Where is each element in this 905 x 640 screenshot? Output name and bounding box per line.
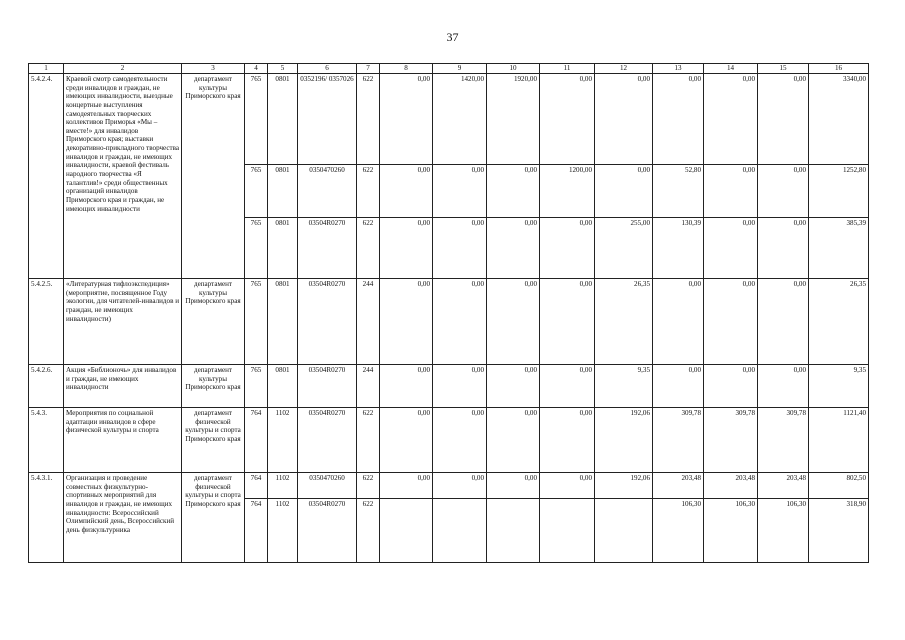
amount-col-13: 0,00 <box>653 279 704 365</box>
amount-col-8: 0,00 <box>380 279 433 365</box>
table-row <box>29 279 869 365</box>
grbs-code: 765 <box>245 218 268 279</box>
amount-col-10: 0,00 <box>487 365 540 408</box>
amount-col-15: 0,00 <box>758 218 809 279</box>
amount-col-13: 106,30 <box>653 499 704 563</box>
amount-col-9: 0,00 <box>433 279 487 365</box>
amount-total: 9,35 <box>809 365 869 408</box>
amount-col-11: 0,00 <box>540 408 595 473</box>
amount-col-12: 0,00 <box>595 74 653 165</box>
amount-col-11 <box>540 499 595 563</box>
amount-col-14: 0,00 <box>704 365 758 408</box>
amount-total: 1252,80 <box>809 165 869 218</box>
target-article: 03504R0270 <box>298 279 357 365</box>
amount-col-9: 0,00 <box>433 408 487 473</box>
item-index: 5.4.2.5. <box>29 279 64 365</box>
section-code: 0801 <box>268 365 298 408</box>
item-index: 5.4.3. <box>29 408 64 473</box>
expense-type: 622 <box>357 74 380 165</box>
activity-name: Акция «Библионочь» для инвалидов и граждан, не имеющих инвалидности <box>64 365 182 408</box>
amount-col-13: 130,39 <box>653 218 704 279</box>
amount-total: 3340,00 <box>809 74 869 165</box>
amount-col-8: 0,00 <box>380 165 433 218</box>
target-article: 03504R0270 <box>298 365 357 408</box>
amount-col-14: 0,00 <box>704 218 758 279</box>
grbs-code: 765 <box>245 279 268 365</box>
amount-col-12: 255,00 <box>595 218 653 279</box>
column-number: 2 <box>64 64 182 74</box>
amount-col-11: 1200,00 <box>540 165 595 218</box>
expense-type: 622 <box>357 499 380 563</box>
section-code: 0801 <box>268 165 298 218</box>
amount-col-11: 0,00 <box>540 279 595 365</box>
amount-col-13: 0,00 <box>653 365 704 408</box>
column-number: 5 <box>268 64 298 74</box>
grbs-code: 764 <box>245 473 268 499</box>
expense-type: 244 <box>357 279 380 365</box>
section-code: 1102 <box>268 499 298 563</box>
column-number: 11 <box>540 64 595 74</box>
amount-col-9: 1420,00 <box>433 74 487 165</box>
responsible-department: департамент физической культуры и спорта Приморского края <box>182 408 245 473</box>
amount-col-13: 0,00 <box>653 74 704 165</box>
amount-col-8: 0,00 <box>380 473 433 499</box>
responsible-department: департамент культуры Приморского края <box>182 279 245 365</box>
amount-total: 1121,40 <box>809 408 869 473</box>
amount-col-9 <box>433 499 487 563</box>
section-code: 0801 <box>268 279 298 365</box>
expense-type: 244 <box>357 365 380 408</box>
amount-col-11: 0,00 <box>540 365 595 408</box>
section-code: 0801 <box>268 218 298 279</box>
table-row <box>29 365 869 408</box>
amount-col-8: 0,00 <box>380 74 433 165</box>
amount-col-11: 0,00 <box>540 473 595 499</box>
amount-col-14: 0,00 <box>704 279 758 365</box>
amount-col-14: 0,00 <box>704 74 758 165</box>
amount-col-12 <box>595 499 653 563</box>
target-article: 0350470260 <box>298 165 357 218</box>
column-number: 10 <box>487 64 540 74</box>
amount-col-9: 0,00 <box>433 473 487 499</box>
table-row <box>29 74 869 165</box>
column-number: 9 <box>433 64 487 74</box>
column-number: 8 <box>380 64 433 74</box>
amount-col-11: 0,00 <box>540 218 595 279</box>
amount-col-10: 0,00 <box>487 473 540 499</box>
activity-name: Организация и проведение совместных физкультурно-спортивных мероприятий для инвалидов и граждан, не имеющих инвалидности: Всероссийский Олимпийский день, Всероссийский день физкультурника <box>64 473 182 563</box>
amount-col-8: 0,00 <box>380 408 433 473</box>
amount-col-15: 0,00 <box>758 279 809 365</box>
amount-col-9: 0,00 <box>433 218 487 279</box>
target-article: 03504R0270 <box>298 218 357 279</box>
expense-type: 622 <box>357 408 380 473</box>
amount-col-8 <box>380 499 433 563</box>
activity-name: Мероприятия по социальной адаптации инвалидов в сфере физической культуры и спорта <box>64 408 182 473</box>
grbs-code: 764 <box>245 499 268 563</box>
amount-col-8: 0,00 <box>380 218 433 279</box>
amount-col-15: 0,00 <box>758 165 809 218</box>
budget-table <box>28 63 869 563</box>
amount-col-10 <box>487 499 540 563</box>
amount-col-13: 203,48 <box>653 473 704 499</box>
amount-col-12: 192,06 <box>595 473 653 499</box>
table-row <box>29 408 869 473</box>
amount-col-14: 309,78 <box>704 408 758 473</box>
table-row <box>29 473 869 499</box>
responsible-department: департамент физической культуры и спорта Приморского края <box>182 473 245 563</box>
expense-type: 622 <box>357 218 380 279</box>
grbs-code: 765 <box>245 165 268 218</box>
amount-col-12: 192,06 <box>595 408 653 473</box>
grbs-code: 765 <box>245 74 268 165</box>
item-index: 5.4.2.4. <box>29 74 64 279</box>
amount-col-10: 0,00 <box>487 218 540 279</box>
amount-col-14: 203,48 <box>704 473 758 499</box>
amount-col-12: 0,00 <box>595 165 653 218</box>
item-index: 5.4.2.6. <box>29 365 64 408</box>
section-code: 0801 <box>268 74 298 165</box>
column-number: 3 <box>182 64 245 74</box>
activity-name: «Литературная тифлоэкспедиция» (мероприятие, посвященное Году экологии, для читателей-инвалидов и граждан, не имеющих инвалидности) <box>64 279 182 365</box>
amount-total: 385,39 <box>809 218 869 279</box>
section-code: 1102 <box>268 473 298 499</box>
activity-name: Краевой смотр самодеятельности среди инвалидов и граждан, не имеющих инвалидности, выездные концертные выступления самодеятельных творческих коллективов Приморья «Мы – вместе!» для инвалидов Приморского края; выставки декоративно-прикладного творчества инвалидов и граждан, не имеющих инвалидности, краевой фестиваль народного творчества «Я талантлив!» среди общественных организаций инвалидов Приморского края и граждан, не имеющих инвалидности <box>64 74 182 279</box>
amount-col-10: 0,00 <box>487 408 540 473</box>
column-number: 15 <box>758 64 809 74</box>
target-article: 03504R0270 <box>298 499 357 563</box>
amount-col-11: 0,00 <box>540 74 595 165</box>
grbs-code: 764 <box>245 408 268 473</box>
amount-total: 26,35 <box>809 279 869 365</box>
amount-col-10: 0,00 <box>487 165 540 218</box>
amount-col-9: 0,00 <box>433 165 487 218</box>
amount-total: 802,50 <box>809 473 869 499</box>
item-index: 5.4.3.1. <box>29 473 64 563</box>
column-number: 7 <box>357 64 380 74</box>
column-number: 16 <box>809 64 869 74</box>
amount-total: 318,90 <box>809 499 869 563</box>
amount-col-8: 0,00 <box>380 365 433 408</box>
amount-col-15: 309,78 <box>758 408 809 473</box>
column-number: 4 <box>245 64 268 74</box>
amount-col-15: 106,30 <box>758 499 809 563</box>
grbs-code: 765 <box>245 365 268 408</box>
expense-type: 622 <box>357 165 380 218</box>
target-article: 0352196/ 0357026 <box>298 74 357 165</box>
column-number: 12 <box>595 64 653 74</box>
target-article: 03504R0270 <box>298 408 357 473</box>
amount-col-14: 106,30 <box>704 499 758 563</box>
amount-col-12: 26,35 <box>595 279 653 365</box>
expense-type: 622 <box>357 473 380 499</box>
amount-col-10: 1920,00 <box>487 74 540 165</box>
amount-col-15: 0,00 <box>758 74 809 165</box>
responsible-department: департамент культуры Приморского края <box>182 365 245 408</box>
column-number: 13 <box>653 64 704 74</box>
amount-col-15: 203,48 <box>758 473 809 499</box>
column-number: 6 <box>298 64 357 74</box>
amount-col-13: 309,78 <box>653 408 704 473</box>
amount-col-10: 0,00 <box>487 279 540 365</box>
amount-col-9: 0,00 <box>433 365 487 408</box>
page-number: 37 <box>446 30 459 44</box>
amount-col-14: 0,00 <box>704 165 758 218</box>
column-number: 14 <box>704 64 758 74</box>
amount-col-12: 9,35 <box>595 365 653 408</box>
amount-col-13: 52,80 <box>653 165 704 218</box>
target-article: 0350470260 <box>298 473 357 499</box>
section-code: 1102 <box>268 408 298 473</box>
responsible-department: департамент культуры Приморского края <box>182 74 245 279</box>
amount-col-15: 0,00 <box>758 365 809 408</box>
column-number: 1 <box>29 64 64 74</box>
column-number-row <box>29 64 869 74</box>
